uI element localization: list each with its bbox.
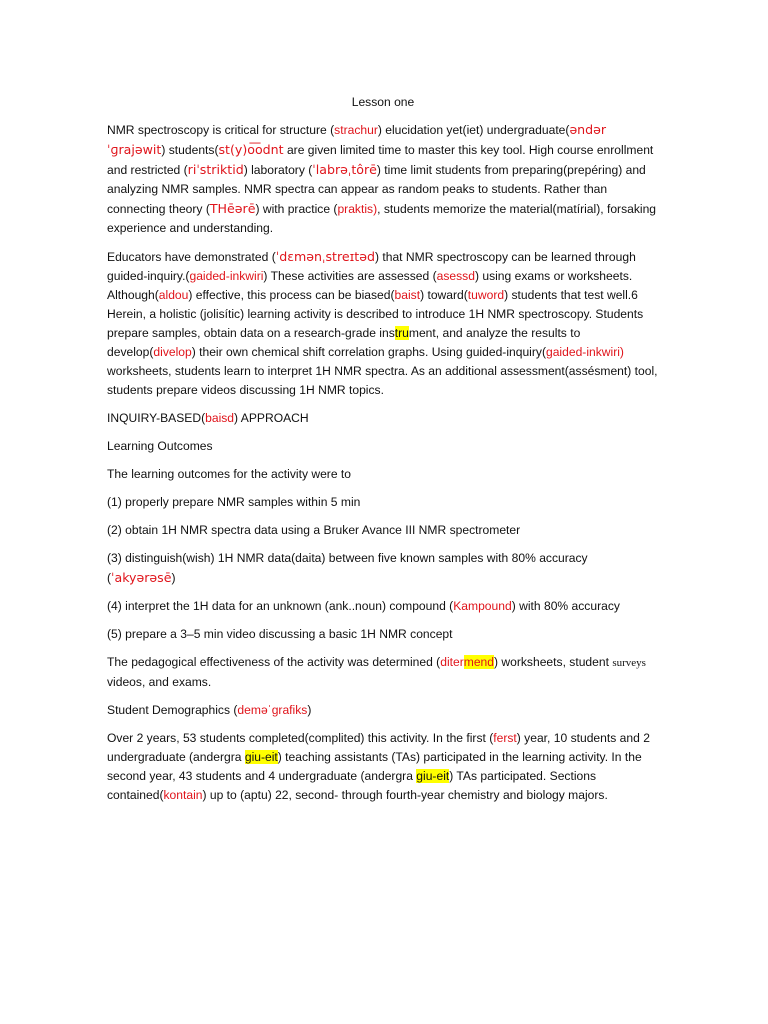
phonetic-note: ˈlabrəˌtôrē (312, 162, 377, 177)
outcome-item: (5) prepare a 3–5 min video discussing a basic 1H NMR concept (107, 627, 453, 641)
text-run: The pedagogical effectiveness of the activity was determined ( (107, 655, 441, 669)
text-run: Over 2 years, 53 students completed(complited) this activity. In the first ( (107, 731, 494, 745)
outcome-item (107, 597, 659, 616)
highlighted-text: giu-eit (416, 769, 450, 783)
text-run: ) laboratory ( (243, 163, 313, 177)
highlighted-text: mend (463, 655, 495, 669)
text-run: are given limited time to master this key tool. High course enrollment and restricted ( (107, 143, 654, 177)
text-run: ) TAs participated. Sections contained( (107, 769, 597, 802)
phonetic-note: riˈstriktid (187, 162, 244, 177)
text-run: Student Demographics ( (107, 703, 238, 717)
text-run: ) These activities are assessed ( (263, 269, 437, 283)
paragraph-effectiveness (107, 653, 659, 692)
text-run: ment, and analyze the results to develop( (107, 326, 581, 359)
pronunciation-note: kontain (163, 788, 203, 802)
phonetic-note: ˈdɛmənˌstreɪtəd (275, 249, 375, 264)
document-body (107, 93, 659, 814)
phonetic-note: THēərē (209, 201, 256, 216)
text-run: surveys (612, 657, 646, 669)
text-run: ) (171, 571, 176, 585)
text-run: worksheets, students learn to interpret 1H NMR spectra. As an additional assessment(assésment) tool, students prepare videos discussing 1H NMR topics. (107, 364, 658, 397)
text-run: ) (307, 703, 312, 717)
text-run: ) effective, this process can be biased( (188, 288, 395, 302)
text-run: ) students( (161, 143, 219, 157)
text-run: (4) interpret the 1H data for an unknown (ank..noun) compound ( (107, 599, 454, 613)
text-run: ) year, 10 students and 2 undergraduate (andergra (107, 731, 650, 764)
text-run: ) with practice ( (255, 202, 338, 216)
text-run: INQUIRY-BASED( (107, 411, 206, 425)
pronunciation-note: asessd (436, 269, 475, 283)
pronunciation-note: diter (440, 655, 464, 669)
text-run: ) with 80% accuracy (511, 599, 620, 613)
section-heading-approach (107, 409, 659, 428)
paragraph-demographics (107, 729, 659, 805)
paragraph-educators (107, 247, 659, 400)
pronunciation-note: baist (394, 288, 421, 302)
text-run: ) that NMR spectroscopy can be learned through guided-inquiry.( (107, 250, 636, 283)
text-run: ) up to (aptu) 22, second- through fourth-year chemistry and biology majors. (202, 788, 608, 802)
pronunciation-note: ferst (493, 731, 517, 745)
highlighted-text: giu-eit (244, 750, 278, 764)
text-run: Educators have demonstrated ( (107, 250, 276, 264)
pronunciation-note: divelop (153, 345, 192, 359)
text-run: ) using exams or worksheets. Although( (107, 269, 633, 302)
highlighted-text: tru (394, 326, 409, 340)
phonetic-note: st(y)o͞odnt (218, 142, 284, 157)
pronunciation-note: gaided-inkwiri (189, 269, 264, 283)
pronunciation-note: praktis) (337, 202, 378, 216)
text-run: videos, and exams. (107, 675, 212, 689)
section-heading-outcomes: Learning Outcomes (107, 439, 213, 453)
text-run: ) students that test well.6 Herein, a holistic (jolisític) learning activity is described to introduce 1H NMR spectroscopy. Students prepare samples, obtain data on a research-grade ins (107, 288, 644, 340)
outcome-item: (1) properly prepare NMR samples within 5 min (107, 495, 361, 509)
text-run: ) teaching assistants (TAs) participated in the learning activity. In the second year, 43 students and 4 undergraduate (andergra (107, 750, 642, 783)
page-title: Lesson one (351, 95, 415, 109)
section-heading-demographics (107, 701, 659, 720)
pronunciation-note: gaided-inkwiri) (545, 345, 624, 359)
phonetic-note: əndər ˈɡrajəwit (107, 122, 607, 157)
pronunciation-note: aldou (158, 288, 189, 302)
text-run: ) worksheets, student (494, 655, 613, 669)
text-run: ) toward( (420, 288, 468, 302)
outcomes-intro: The learning outcomes for the activity were to (107, 467, 352, 481)
text-run: , students memorize the material(matírial), forsaking experience and understanding. (107, 202, 657, 235)
pronunciation-note: deməˈgrafiks (237, 703, 308, 717)
outcome-item (107, 549, 659, 588)
phonetic-note: ˈakyərəsē (111, 570, 172, 585)
text-run: ) time limit students from preparing(prepéring) and analyzing NMR samples. NMR spectra can appear as random peaks to students. Rather than connecting theory ( (107, 163, 646, 216)
text-run: (3) distinguish(wish) 1H NMR data(daita) between five known samples with 80% accuracy ( (107, 551, 588, 585)
text-run: ) their own chemical shift correlation graphs. Using guided-inquiry( (191, 345, 546, 359)
pronunciation-note: tuword (467, 288, 505, 302)
paragraph-nmr-intro (107, 120, 659, 238)
text-run: NMR spectroscopy is critical for structure ( (107, 123, 335, 137)
text-run: ) elucidation yet(iet) undergraduate( (377, 123, 570, 137)
outcome-item: (2) obtain 1H NMR spectra data using a Bruker Avance III NMR spectrometer (107, 523, 521, 537)
text-run: ) APPROACH (234, 411, 309, 425)
pronunciation-note: baisd (205, 411, 235, 425)
pronunciation-note: strachur (334, 123, 378, 137)
pronunciation-note: Kampound (453, 599, 512, 613)
